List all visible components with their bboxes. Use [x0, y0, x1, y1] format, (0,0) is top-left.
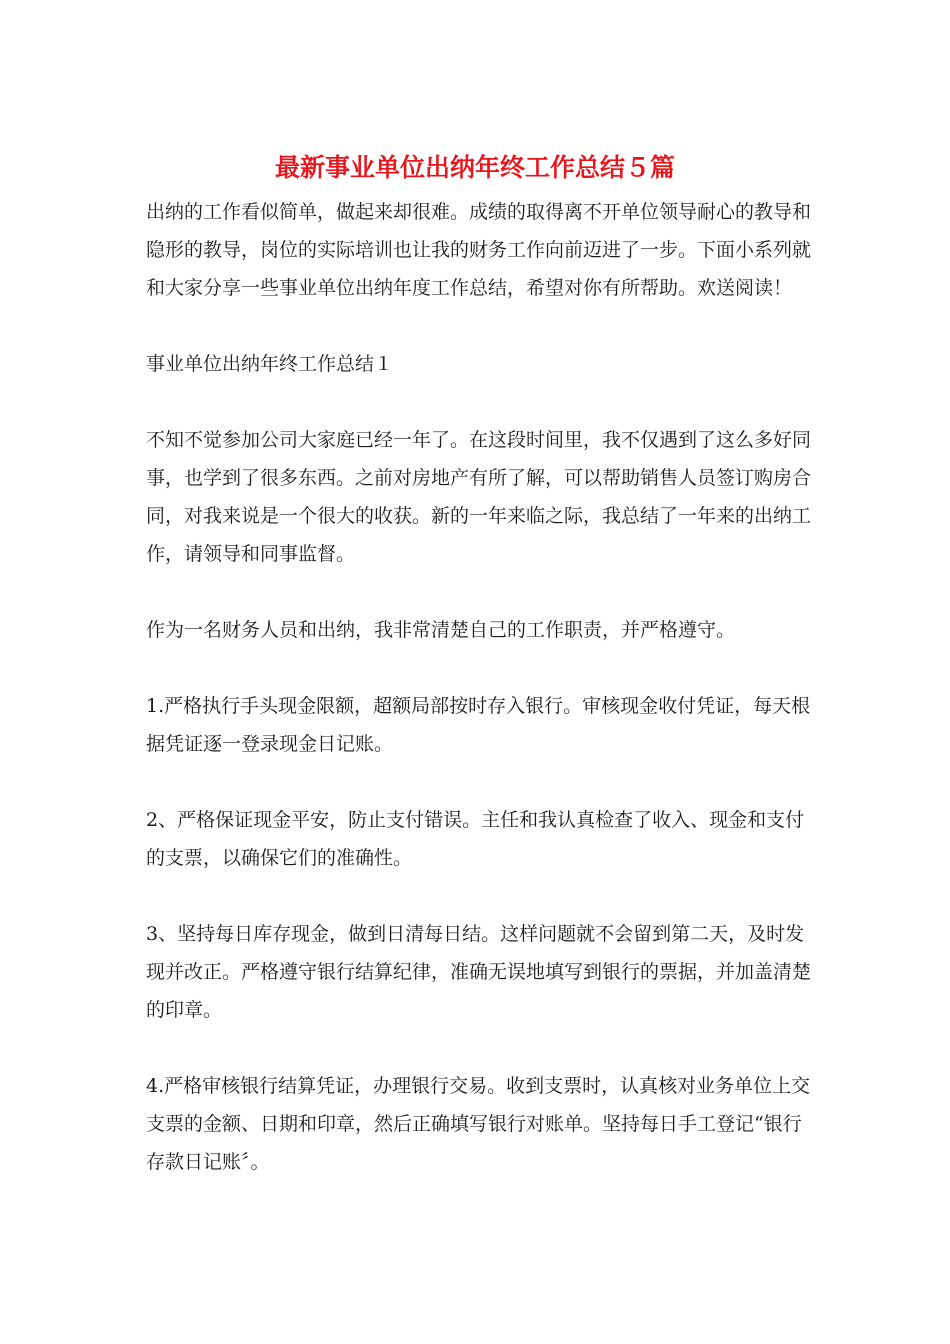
- document-title: 最新事业单位出纳年终工作总结５篇: [274, 153, 675, 182]
- document-body: [146, 193, 811, 1219]
- body-paragraph: 作为一名财务人员和出纳，我非常清楚自己的工作职责，并严格遵守。: [146, 619, 736, 641]
- body-paragraph: 不知不觉参加公司大家庭已经一年了。在这段时间里，我不仅遇到了这么多好同事，也学到了很多东西。之前对房地产有所了解，可以帮助销售人员签订购房合同，对我来说是一个很大的收获。新的一年来临之际，我总结了一年来的出纳工作，请领导和同事监督。: [146, 429, 812, 565]
- list-item-3: 3、坚持每日库存现金，做到日清每日结。这样问题就不会留到第二天，及时发现并改正。严格遵守银行结算纪律，准确无误地填写到银行的票据，并加盖清楚的印章。: [146, 923, 812, 1021]
- list-item-1: 1.严格执行手头现金限额，超额局部按时存入银行。审核现金收付凭证，每天根据凭证逐一登录现金日记账。: [146, 695, 811, 755]
- list-item-4: 4.严格审核银行结算凭证，办理银行交易。收到支票时，认真核对业务单位上交支票的金额、日期和印章，然后正确填写银行对账单。坚持每日手工登记“银行存款日记账〞。: [146, 1075, 811, 1173]
- list-item-2: 2、严格保证现金平安，防止支付错误。主任和我认真检查了收入、现金和支付的支票，以确保它们的准确性。: [146, 809, 805, 869]
- section-heading: 事业单位出纳年终工作总结１: [146, 353, 394, 375]
- intro-paragraph: 出纳的工作看似简单，做起来却很难。成绩的取得离不开单位领导耐心的教导和隐形的教导，岗位的实际培训也让我的财务工作向前迈进了一步。下面小系列就和大家分享一些事业单位出纳年度工作总结，希望对你有所帮助。欢送阅读！: [146, 201, 812, 299]
